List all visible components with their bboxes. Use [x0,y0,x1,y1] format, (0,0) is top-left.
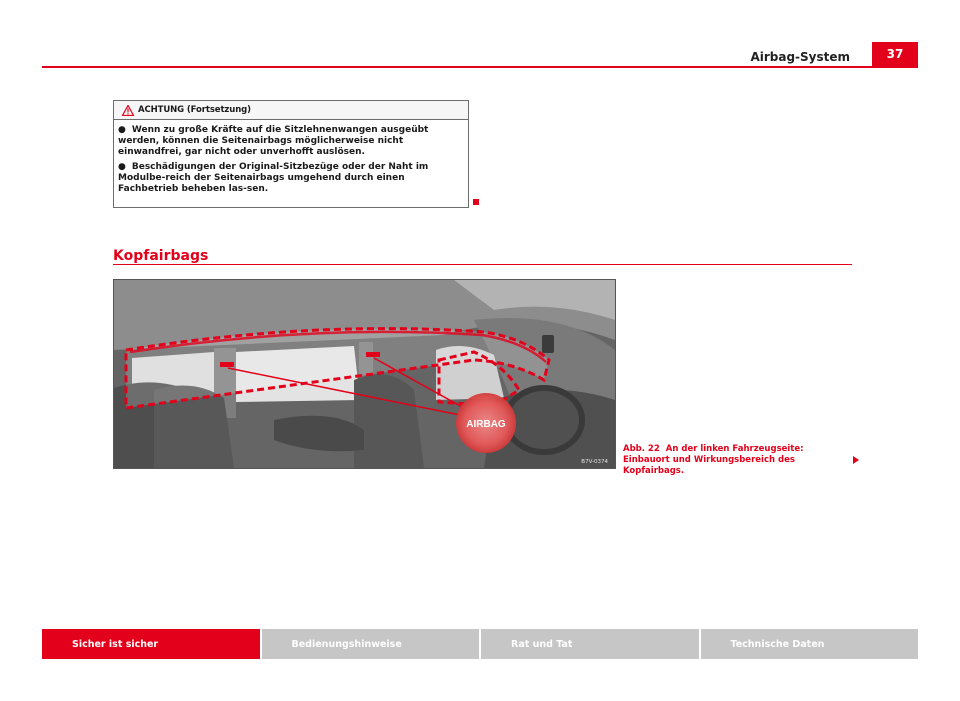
caption-number: Abb. 22 [623,444,660,454]
warning-title: ACHTUNG (Fortsetzung) [138,105,251,115]
warning-bullet: ● Beschädigungen der Original-Sitzbezüge oder der Naht im Modulbe-reich der Seitenairbags umgehend durch einen Fachbetrieb beheben las-sen. [118,162,429,194]
warning-body [114,120,468,195]
warning-bullet: ● Wenn zu große Kräfte auf die Sitzlehnenwangen ausgeübt werden, können die Seitenairbags möglicherweise nicht einwandfrei, gar nicht oder unverhofft auslösen. [118,125,429,157]
caption-text: An der linken Fahrzeugseite: Einbauort und Wirkungsbereich des Kopfairbags. [623,444,804,476]
tab-bedienungshinweise[interactable]: Bedienungshinweise [262,629,480,659]
tab-rat-und-tat[interactable]: Rat und Tat [481,629,699,659]
tab-sicher-ist-sicher[interactable]: Sicher ist sicher [42,629,260,659]
head-airbag-illustration [113,279,616,469]
section-heading: Kopfairbags [113,248,209,264]
figure-caption [623,444,853,477]
end-of-section-marker [473,199,479,205]
tab-technische-daten[interactable]: Technische Daten [701,629,919,659]
warning-triangle-icon [122,101,134,120]
airbag-label: AIRBAG [466,419,506,430]
continue-arrow-icon [853,456,859,464]
image-code: B7V-0374 [581,459,608,465]
section-title: Airbag-System [750,50,850,64]
page-number: 37 [872,42,918,66]
warning-box [113,100,469,208]
heading-rule [113,264,852,265]
footer-nav [42,629,918,659]
header-rule [42,66,918,68]
warning-header [114,101,468,120]
